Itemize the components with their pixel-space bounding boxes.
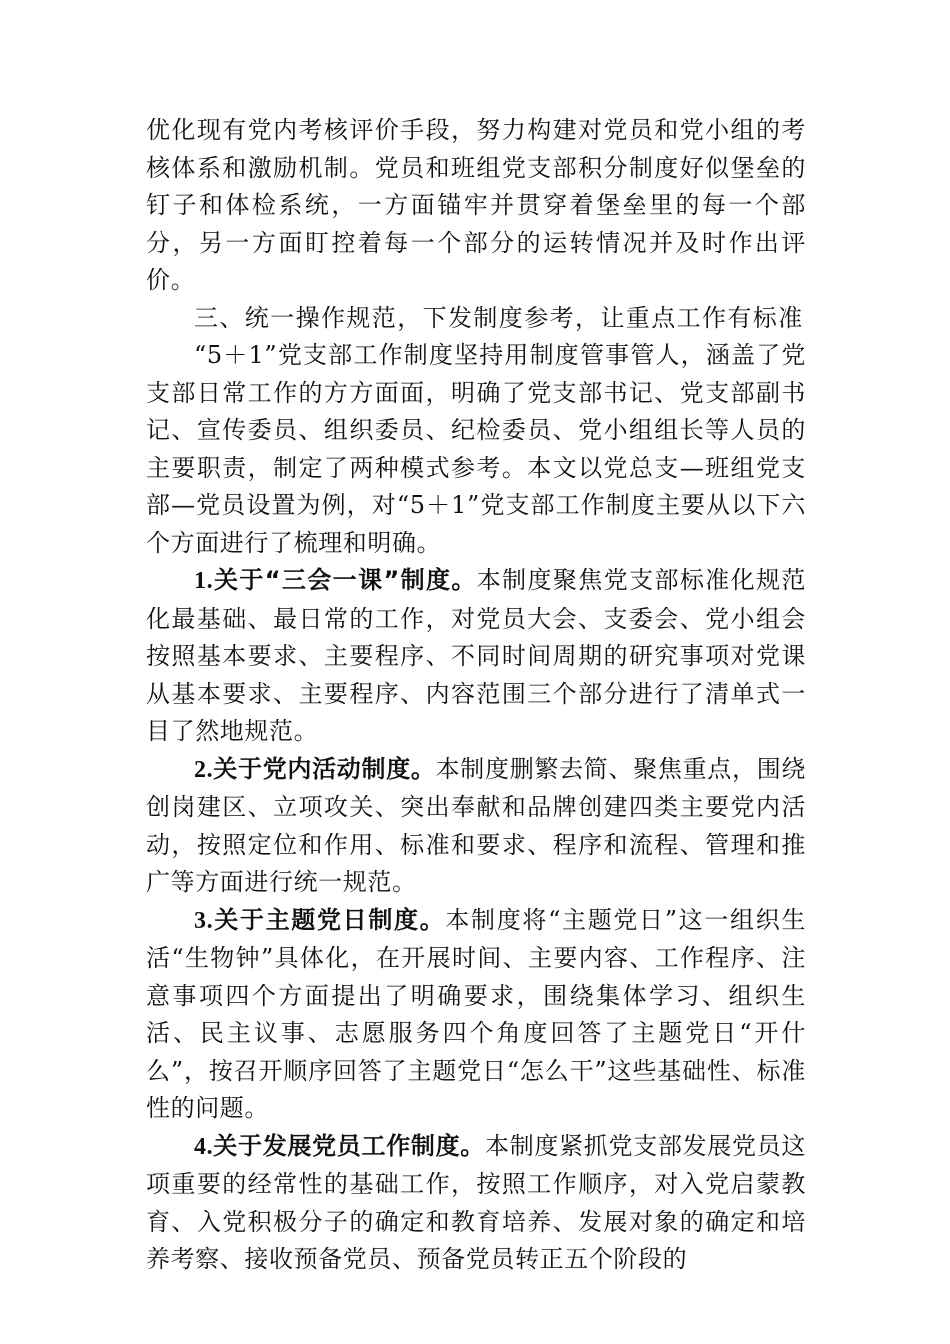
paragraph-continued: 优化现有党内考核评价手段，努力构建对党员和党小组的考核体系和激励机制。党员和班组党支部积分制度好似堡垒的钉子和体检系统，一方面锚牢并贯穿着堡垒里的每一个部分，另一方面盯控着每一个部分的运转情况并及时作出评价。	[146, 116, 806, 294]
item-lead	[194, 1132, 485, 1160]
item-lead	[194, 755, 436, 783]
item-number: 2.	[194, 756, 214, 783]
item-lead	[194, 566, 477, 594]
paragraph-intro: “5＋1”党支部工作制度坚持用制度管事管人，涵盖了党支部日常工作的方方面面，明确了党支部书记、党支部副书记、宣传委员、组织委员、纪检委员、党小组组长等人员的主要职责，制定了两种模式参考。本文以党总支—班组党支部—党员设置为例，对“5＋1”党支部工作制度主要从以下六个方面进行了梳理和明确。	[146, 341, 806, 557]
list-item-2	[146, 751, 806, 902]
item-body: 本制度将“主题党日”这一组织生活“生物钟”具体化，在开展时间、主要内容、工作程序、注意事项四个方面提出了明确要求，围绕集体学习、组织生活、民主议事、志愿服务四个角度回答了主题党日“开什么”，按召开顺序回答了主题党日“怎么干”这些基础性、标准性的问题。	[146, 905, 806, 1122]
item-body: 本制度紧抓党支部发展党员这项重要的经常性的基础工作，按照工作顺序，对入党启蒙教育、入党积极分子的确定和教育培养、发展对象的确定和培养考察、接收预备党员、预备党员转正五个阶段的	[146, 1131, 806, 1273]
item-body: 本制度删繁去简、聚焦重点，围绕创岗建区、立项攻关、突出奉献和品牌创建四类主要党内活动，按照定位和作用、标准和要求、程序和流程、管理和推广等方面进行统一规范。	[146, 754, 807, 896]
document-page	[146, 112, 806, 1279]
item-title: 关于发展党员工作制度。	[213, 1131, 485, 1160]
item-body: 本制度聚焦党支部标准化规范化最基础、最日常的工作，对党员大会、支委会、党小组会按照基本要求、主要程序、不同时间周期的研究事项对党课从基本要求、主要程序、内容范围三个部分进行了清单式一目了然地规范。	[146, 566, 806, 745]
item-title: 关于主题党日制度。	[213, 905, 446, 934]
item-number: 1.	[194, 568, 214, 594]
item-title: 关于党内活动制度。	[213, 754, 436, 783]
list-item-4	[146, 1128, 806, 1279]
item-number: 4.	[194, 1133, 214, 1160]
item-title: 关于“三会一课”制度。	[213, 566, 477, 594]
list-item-1	[146, 562, 806, 751]
item-lead	[194, 906, 445, 934]
item-number: 3.	[194, 907, 214, 934]
list-item-3	[146, 902, 806, 1128]
section-heading-3: 三、统一操作规范，下发制度参考，让重点工作有标准	[194, 303, 804, 332]
